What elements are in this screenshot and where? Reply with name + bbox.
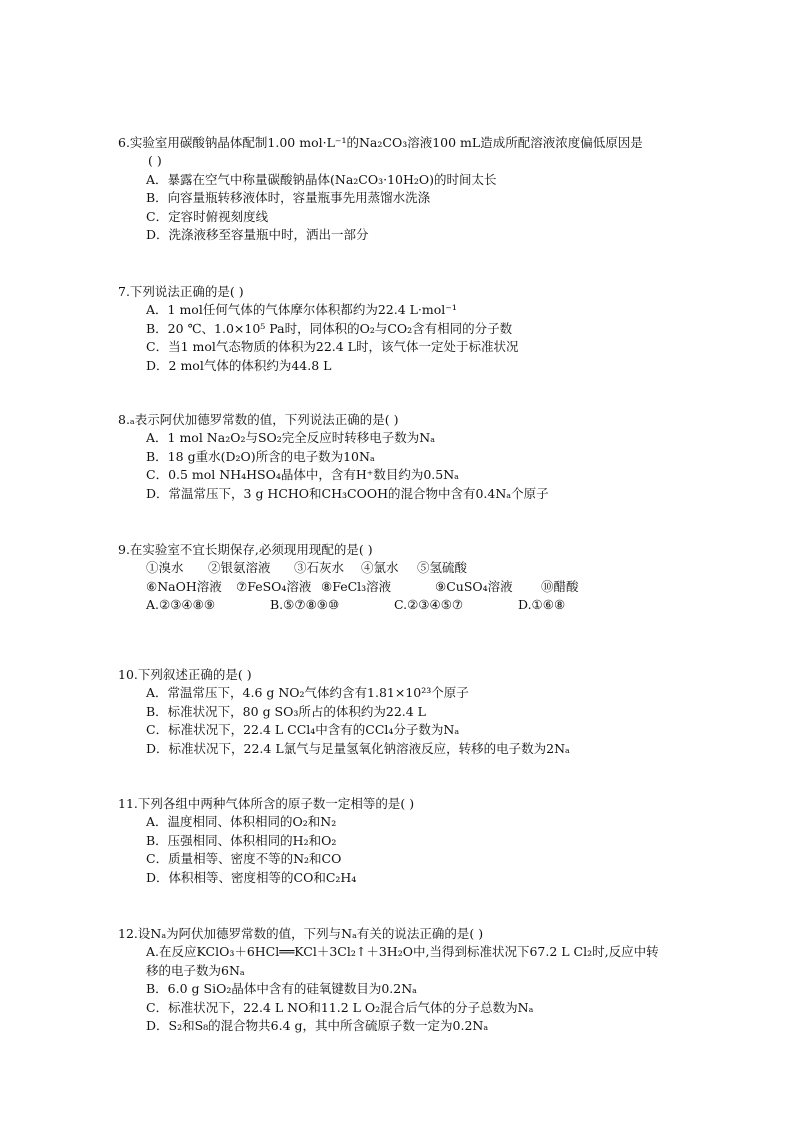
substance-list-row-1 <box>118 559 718 577</box>
choice-b: B.⑤⑦⑧⑨⑩ <box>270 597 340 613</box>
option-c: C．标准状况下，22.4 L CCl₄中含有的CCl₄分子数为Nₐ <box>146 722 460 738</box>
option-a: A．温度相同、体积相同的O₂和N₂ <box>146 814 337 830</box>
substance-item: ③石灰水 <box>294 560 345 576</box>
question-stem: 8.ₐ表示阿伏加德罗常数的值，下列说法正确的是( ) <box>118 412 399 427</box>
question-6 <box>118 134 718 244</box>
question-stem: 6.实验室用碳酸钠晶体配制1.00 mol·L⁻¹的Na₂CO₃溶液100 mL造成所配溶液浓度偏低原因是 <box>118 135 643 150</box>
choice-d: D.①⑥⑧ <box>518 597 566 613</box>
option-a: A．常温常压下，4.6 g NO₂气体约含有1.81×10²³个原子 <box>146 685 469 701</box>
substance-item: ⑦FeSO₄溶液 <box>236 578 312 594</box>
option-b: B．向容量瓶转移液体时，容量瓶事先用蒸馏水洗涤 <box>146 190 431 206</box>
question-8 <box>118 411 718 503</box>
option-b: B．压强相同、体积相同的H₂和O₂ <box>146 832 337 848</box>
option-c: C．质量相等、密度不等的N₂和CO <box>146 851 342 867</box>
answer-choices <box>118 596 718 614</box>
option-a: A．1 mol任何气体的气体摩尔体积都约为22.4 L·mol⁻¹ <box>146 302 457 318</box>
choice-a: A.②③④⑧⑨ <box>146 597 216 613</box>
substance-item: ⑧FeCl₃溶液 <box>321 578 392 594</box>
option-d: D．体积相等、密度相等的CO和C₂H₄ <box>146 869 357 885</box>
option-b: B．20 ℃、1.0×10⁵ Pa时，同体积的O₂与CO₂含有相同的分子数 <box>146 320 513 336</box>
substance-list-row-2 <box>118 578 718 596</box>
substance-item: ④氯水 <box>361 560 399 576</box>
question-stem: 9.在实验室不宜长期保存,必须现用现配的是( ) <box>118 542 373 557</box>
substance-item: ②银氨溶液 <box>208 560 271 576</box>
option-c: C．0.5 mol NH₄HSO₄晶体中，含有H⁺数目约为0.5Nₐ <box>146 467 459 483</box>
question-11 <box>118 795 718 887</box>
option-c: C．标准状况下，22.4 L NO和11.2 L O₂混合后气体的分子总数为Nₐ <box>146 999 534 1015</box>
substance-item: ⑥NaOH溶液 <box>146 578 222 594</box>
question-stem-continued: ( ) <box>148 153 162 169</box>
choice-c: C.②③④⑤⑦ <box>394 597 464 613</box>
substance-item: ⑨CuSO₄溶液 <box>435 578 513 594</box>
substance-item: ⑤氢硫酸 <box>417 560 468 576</box>
option-a-continued: 移的电子数为6Nₐ <box>146 962 245 978</box>
question-stem: 12.设Nₐ为阿伏加德罗常数的值，下列与Nₐ有关的说法正确的是( ) <box>118 926 484 941</box>
option-a: A．1 mol Na₂O₂与SO₂完全反应时转移电子数为Nₐ <box>146 430 436 446</box>
question-12 <box>118 925 718 1035</box>
option-b: B．6.0 g SiO₂晶体中含有的硅氧键数目为0.2Nₐ <box>146 981 417 997</box>
question-10 <box>118 666 718 758</box>
question-stem: 7.下列说法正确的是( ) <box>118 284 244 299</box>
question-7 <box>118 283 718 375</box>
option-c: C．定容时俯视刻度线 <box>146 208 269 224</box>
option-c: C．当1 mol气态物质的体积为22.4 L时，该气体一定处于标准状况 <box>146 339 519 355</box>
option-b: B．标准状况下，80 g SO₃所占的体积约为22.4 L <box>146 703 426 719</box>
option-d: D．S₂和S₈的混合物共6.4 g，其中所含硫原子数一定为0.2Nₐ <box>146 1018 489 1034</box>
option-a: A.在反应KClO₃＋6HCl══KCl＋3Cl₂↑＋3H₂O中,当得到标准状况下67.2 L Cl₂时,反应中转 <box>146 944 659 960</box>
option-d: D．标准状况下，22.4 L氯气与足量氢氧化钠溶液反应，转移的电子数为2Nₐ <box>146 740 570 756</box>
question-9 <box>118 541 718 615</box>
question-stem: 10.下列叙述正确的是( ) <box>118 667 252 682</box>
substance-item: ①溴水 <box>146 560 184 576</box>
option-b: B．18 g重水(D₂O)所含的电子数为10Nₐ <box>146 448 375 464</box>
option-d: D．常温常压下，3 g HCHO和CH₃COOH的混合物中含有0.4Nₐ个原子 <box>146 485 549 501</box>
option-d: D．洗涤液移至容量瓶中时，洒出一部分 <box>146 227 369 243</box>
option-d: D．2 mol气体的体积约为44.8 L <box>146 357 332 373</box>
question-stem: 11.下列各组中两种气体所含的原子数一定相等的是( ) <box>118 796 415 811</box>
substance-item: ⑩醋酸 <box>541 578 579 594</box>
option-a: A．暴露在空气中称量碳酸钠晶体(Na₂CO₃·10H₂O)的时间太长 <box>146 171 497 187</box>
